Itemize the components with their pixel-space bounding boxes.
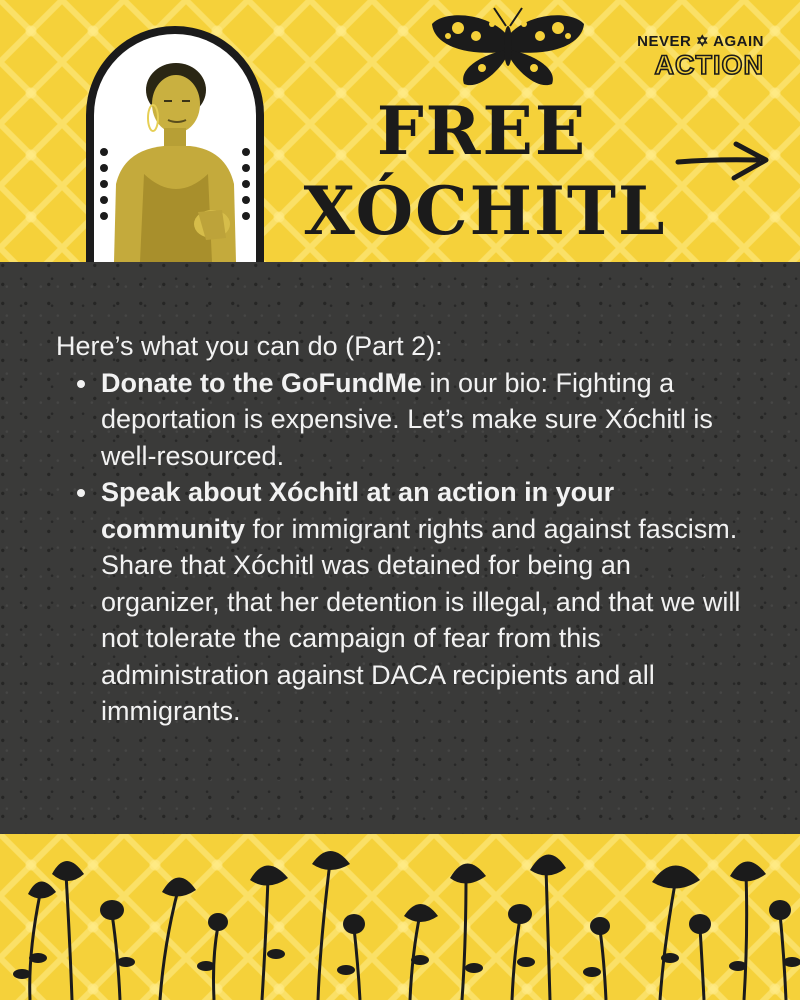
list-item: [56, 474, 746, 730]
bullet-bold: Donate to the GoFundMe: [101, 367, 422, 398]
brand-logo-top: NEVER ✡ AGAIN: [637, 33, 764, 50]
body-copy: [56, 328, 746, 730]
content-panel: [0, 262, 800, 834]
list-item: [56, 365, 746, 475]
headline-line-1: FREE: [376, 92, 588, 170]
butterfly-icon: [428, 6, 588, 90]
headline: [300, 92, 670, 250]
brand-logo: [624, 32, 764, 79]
portrait-photo: [94, 34, 256, 262]
bullet-text: for immigrant rights and against fascism. Share that Xóchitl was detained for being an organizer, that her detention is illegal, and that we will not tolerate the campaign of fear from this administration against DACA recipients and all immigrants.: [101, 513, 741, 726]
headline-line-2: XÓCHITL: [303, 172, 667, 250]
header-banner: [0, 0, 800, 262]
brand-logo-bottom: ACTION: [654, 50, 764, 80]
bullet-bold: Speak about Xóchitl at an action in your community: [101, 477, 615, 544]
wildflowers-illustration: [0, 834, 800, 1000]
intro-text: Here’s what you can do (Part 2):: [56, 331, 443, 361]
action-list: [56, 365, 746, 730]
footer-banner: [0, 834, 800, 1000]
portrait-frame: [86, 26, 264, 262]
bullet-text: in our bio: Fighting a deportation is expensive. Let’s make sure Xóchitl is well-resourced.: [101, 367, 713, 471]
arrow-right-icon: [674, 138, 774, 186]
